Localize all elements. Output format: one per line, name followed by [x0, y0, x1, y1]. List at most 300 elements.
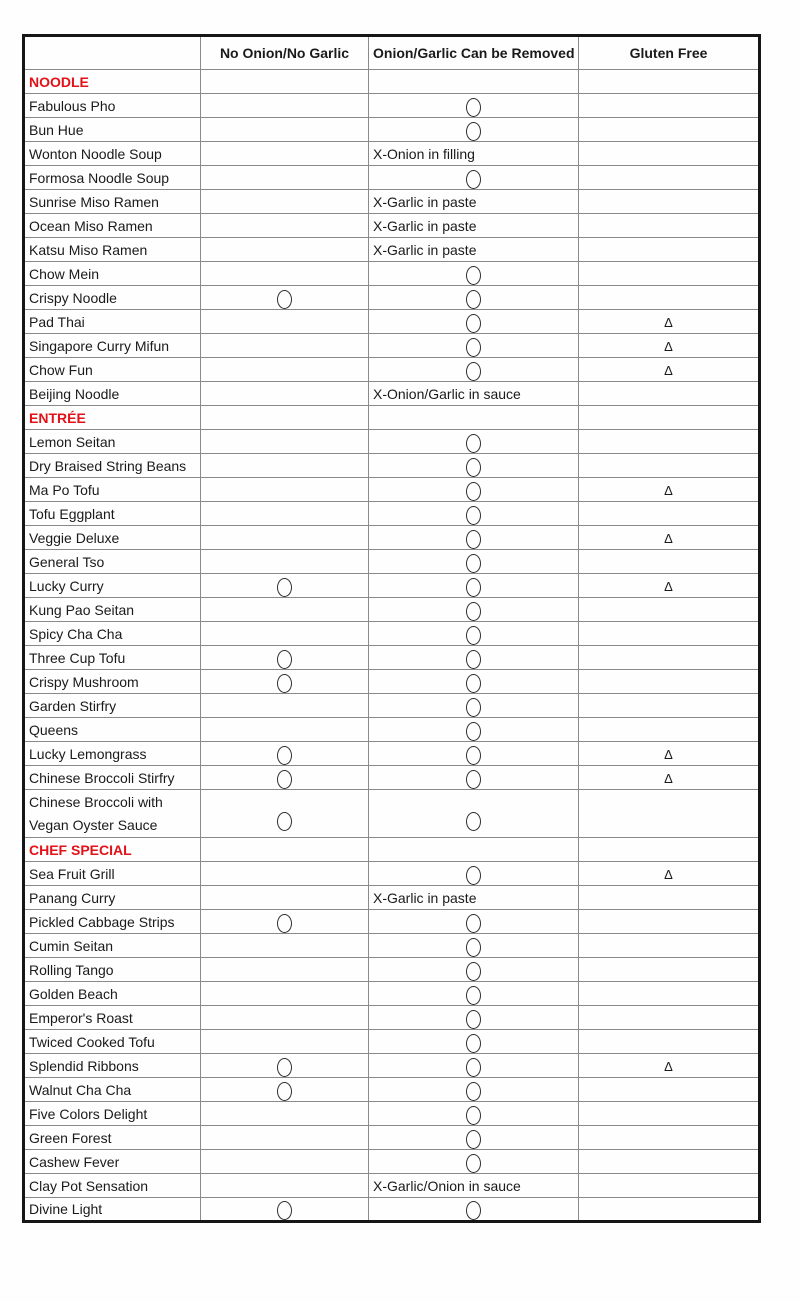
no-onion-cell — [201, 286, 369, 310]
dish-name: Lucky Curry — [24, 574, 201, 598]
table-row — [24, 142, 760, 166]
removable-cell — [369, 478, 579, 502]
circle-mark-icon — [466, 170, 481, 189]
no-onion-cell — [201, 1102, 369, 1126]
gluten-free-cell — [579, 574, 760, 598]
table-row — [24, 214, 760, 238]
table-row — [24, 286, 760, 310]
table-row — [24, 1174, 760, 1198]
removable-cell — [369, 622, 579, 646]
no-onion-cell — [201, 718, 369, 742]
removable-cell — [369, 742, 579, 766]
table-row — [24, 1078, 760, 1102]
gluten-free-cell — [579, 1030, 760, 1054]
dish-name: Crispy Mushroom — [24, 670, 201, 694]
no-onion-cell — [201, 838, 369, 862]
no-onion-cell — [201, 670, 369, 694]
removable-cell — [369, 934, 579, 958]
table-row — [24, 742, 760, 766]
dish-name: Veggie Deluxe — [24, 526, 201, 550]
gluten-free-cell — [579, 454, 760, 478]
no-onion-cell — [201, 790, 369, 838]
circle-mark-icon — [277, 1058, 292, 1077]
circle-mark-icon — [466, 1010, 481, 1029]
removable-cell — [369, 1078, 579, 1102]
removable-cell — [369, 1006, 579, 1030]
table-row — [24, 262, 760, 286]
no-onion-cell — [201, 886, 369, 910]
gluten-free-cell — [579, 94, 760, 118]
triangle-mark-icon: Δ — [664, 314, 673, 330]
removable-cell — [369, 94, 579, 118]
circle-mark-icon — [466, 962, 481, 981]
no-onion-cell — [201, 1006, 369, 1030]
circle-mark-icon — [277, 746, 292, 765]
removable-cell — [369, 1126, 579, 1150]
table-row — [24, 622, 760, 646]
gluten-free-cell — [579, 1054, 760, 1078]
table-row — [24, 1126, 760, 1150]
no-onion-cell — [201, 694, 369, 718]
table-row — [24, 694, 760, 718]
circle-mark-icon — [466, 266, 481, 285]
removable-cell: X-Garlic in paste — [369, 214, 579, 238]
dish-name: Pickled Cabbage Strips — [24, 910, 201, 934]
table-row — [24, 478, 760, 502]
table-row — [24, 526, 760, 550]
gluten-free-cell — [579, 118, 760, 142]
removable-cell — [369, 598, 579, 622]
no-onion-cell — [201, 646, 369, 670]
removable-cell — [369, 1054, 579, 1078]
removable-cell: X-Onion/Garlic in sauce — [369, 382, 579, 406]
removable-cell — [369, 550, 579, 574]
circle-mark-icon — [466, 554, 481, 573]
no-onion-cell — [201, 1126, 369, 1150]
dish-name: Chow Fun — [24, 358, 201, 382]
table-row — [24, 670, 760, 694]
column-header-onion-garlic-removable: Onion/Garlic Can be Removed — [369, 36, 579, 70]
table-row — [24, 1030, 760, 1054]
dish-name: Panang Curry — [24, 886, 201, 910]
circle-mark-icon — [466, 1201, 481, 1220]
removable-cell — [369, 502, 579, 526]
circle-mark-icon — [466, 938, 481, 957]
circle-mark-icon — [466, 722, 481, 741]
gluten-free-cell — [579, 766, 760, 790]
circle-mark-icon — [277, 290, 292, 309]
removable-cell — [369, 454, 579, 478]
removable-cell — [369, 406, 579, 430]
no-onion-cell — [201, 1198, 369, 1222]
no-onion-cell — [201, 478, 369, 502]
circle-mark-icon — [466, 578, 481, 597]
removable-cell — [369, 70, 579, 94]
table-row — [24, 118, 760, 142]
gluten-free-cell — [579, 862, 760, 886]
dish-name: General Tso — [24, 550, 201, 574]
dish-name: Ma Po Tofu — [24, 478, 201, 502]
no-onion-cell — [201, 910, 369, 934]
circle-mark-icon — [466, 122, 481, 141]
table-row — [24, 1150, 760, 1174]
gluten-free-cell — [579, 646, 760, 670]
removable-cell — [369, 118, 579, 142]
circle-mark-icon — [466, 1034, 481, 1053]
table-row — [24, 958, 760, 982]
no-onion-cell — [201, 982, 369, 1006]
gluten-free-cell — [579, 526, 760, 550]
table-row — [24, 238, 760, 262]
gluten-free-cell — [579, 406, 760, 430]
triangle-mark-icon: Δ — [664, 530, 673, 546]
no-onion-cell — [201, 550, 369, 574]
removable-cell — [369, 646, 579, 670]
gluten-free-cell — [579, 238, 760, 262]
table-row — [24, 766, 760, 790]
gluten-free-cell — [579, 190, 760, 214]
removable-cell — [369, 790, 579, 838]
no-onion-cell — [201, 94, 369, 118]
gluten-free-cell — [579, 550, 760, 574]
circle-mark-icon — [277, 914, 292, 933]
circle-mark-icon — [466, 458, 481, 477]
gluten-free-cell — [579, 1198, 760, 1222]
removable-cell — [369, 334, 579, 358]
dish-name: Green Forest — [24, 1126, 201, 1150]
removable-cell — [369, 1198, 579, 1222]
triangle-mark-icon: Δ — [664, 770, 673, 786]
table-row — [24, 358, 760, 382]
removable-cell — [369, 262, 579, 286]
removable-cell — [369, 838, 579, 862]
table-row — [24, 910, 760, 934]
no-onion-cell — [201, 862, 369, 886]
circle-mark-icon — [466, 1130, 481, 1149]
section-title: CHEF SPECIAL — [24, 838, 201, 862]
no-onion-cell — [201, 262, 369, 286]
section-title: NOODLE — [24, 70, 201, 94]
gluten-free-cell — [579, 1006, 760, 1030]
no-onion-cell — [201, 526, 369, 550]
dish-name: Rolling Tango — [24, 958, 201, 982]
dish-name: Emperor's Roast — [24, 1006, 201, 1030]
column-header-dish — [24, 36, 201, 70]
table-row — [24, 334, 760, 358]
table-row — [24, 1102, 760, 1126]
circle-mark-icon — [466, 98, 481, 117]
circle-mark-icon — [466, 290, 481, 309]
gluten-free-cell — [579, 70, 760, 94]
no-onion-cell — [201, 958, 369, 982]
table-row — [24, 382, 760, 406]
circle-mark-icon — [466, 1154, 481, 1173]
gluten-free-cell — [579, 1102, 760, 1126]
table-row — [24, 982, 760, 1006]
removable-cell — [369, 286, 579, 310]
no-onion-cell — [201, 190, 369, 214]
gluten-free-cell — [579, 886, 760, 910]
gluten-free-cell — [579, 622, 760, 646]
removable-cell: X-Garlic in paste — [369, 886, 579, 910]
no-onion-cell — [201, 334, 369, 358]
gluten-free-cell — [579, 430, 760, 454]
dish-name: Singapore Curry Mifun — [24, 334, 201, 358]
dish-name: Dry Braised String Beans — [24, 454, 201, 478]
removable-cell — [369, 862, 579, 886]
dish-name: Katsu Miso Ramen — [24, 238, 201, 262]
dish-name: Spicy Cha Cha — [24, 622, 201, 646]
triangle-mark-icon: Δ — [664, 338, 673, 354]
circle-mark-icon — [277, 650, 292, 669]
dish-name: Cumin Seitan — [24, 934, 201, 958]
circle-mark-icon — [466, 770, 481, 789]
removable-cell — [369, 526, 579, 550]
dish-name: Tofu Eggplant — [24, 502, 201, 526]
removable-cell — [369, 310, 579, 334]
no-onion-cell — [201, 1030, 369, 1054]
table-row — [24, 550, 760, 574]
removable-cell — [369, 766, 579, 790]
table-row — [24, 718, 760, 742]
no-onion-cell — [201, 1174, 369, 1198]
dish-name: Sunrise Miso Ramen — [24, 190, 201, 214]
no-onion-cell — [201, 454, 369, 478]
gluten-free-cell — [579, 838, 760, 862]
no-onion-cell — [201, 742, 369, 766]
removable-cell — [369, 670, 579, 694]
dish-name: Formosa Noodle Soup — [24, 166, 201, 190]
header-row — [24, 36, 760, 70]
column-header-no-onion-no-garlic: No Onion/No Garlic — [201, 36, 369, 70]
circle-mark-icon — [277, 812, 292, 831]
dish-name: Ocean Miso Ramen — [24, 214, 201, 238]
dietary-matrix-table — [22, 34, 761, 1223]
gluten-free-cell — [579, 310, 760, 334]
table-row — [24, 310, 760, 334]
removable-cell — [369, 718, 579, 742]
circle-mark-icon — [466, 338, 481, 357]
circle-mark-icon — [466, 866, 481, 885]
dish-name: Queens — [24, 718, 201, 742]
no-onion-cell — [201, 406, 369, 430]
table-row — [24, 502, 760, 526]
dish-name: Sea Fruit Grill — [24, 862, 201, 886]
gluten-free-cell — [579, 742, 760, 766]
gluten-free-cell — [579, 142, 760, 166]
circle-mark-icon — [466, 530, 481, 549]
gluten-free-cell — [579, 478, 760, 502]
removable-cell: X-Onion in filling — [369, 142, 579, 166]
gluten-free-cell — [579, 790, 760, 838]
removable-cell — [369, 1102, 579, 1126]
table-row — [24, 574, 760, 598]
dish-name: Crispy Noodle — [24, 286, 201, 310]
removable-cell — [369, 1030, 579, 1054]
circle-mark-icon — [466, 1106, 481, 1125]
no-onion-cell — [201, 766, 369, 790]
no-onion-cell — [201, 1150, 369, 1174]
section-row — [24, 838, 760, 862]
column-header-gluten-free: Gluten Free — [579, 36, 760, 70]
dish-name: Garden Stirfry — [24, 694, 201, 718]
dish-name: Splendid Ribbons — [24, 1054, 201, 1078]
table-row — [24, 790, 760, 838]
gluten-free-cell — [579, 694, 760, 718]
dish-name: Golden Beach — [24, 982, 201, 1006]
removable-cell — [369, 958, 579, 982]
gluten-free-cell — [579, 910, 760, 934]
circle-mark-icon — [466, 1082, 481, 1101]
circle-mark-icon — [277, 1201, 292, 1220]
gluten-free-cell — [579, 166, 760, 190]
gluten-free-cell — [579, 358, 760, 382]
dish-name: Chinese Broccoli with Vegan Oyster Sauce — [24, 790, 201, 838]
removable-cell — [369, 358, 579, 382]
circle-mark-icon — [466, 1058, 481, 1077]
removable-cell: X-Garlic/Onion in sauce — [369, 1174, 579, 1198]
table-row — [24, 190, 760, 214]
gluten-free-cell — [579, 718, 760, 742]
gluten-free-cell — [579, 286, 760, 310]
gluten-free-cell — [579, 214, 760, 238]
gluten-free-cell — [579, 1078, 760, 1102]
circle-mark-icon — [277, 578, 292, 597]
table-body — [24, 70, 760, 1222]
gluten-free-cell — [579, 670, 760, 694]
circle-mark-icon — [277, 1082, 292, 1101]
dish-name: Clay Pot Sensation — [24, 1174, 201, 1198]
table-row — [24, 166, 760, 190]
no-onion-cell — [201, 1054, 369, 1078]
table-row — [24, 862, 760, 886]
no-onion-cell — [201, 214, 369, 238]
gluten-free-cell — [579, 598, 760, 622]
removable-cell — [369, 166, 579, 190]
no-onion-cell — [201, 622, 369, 646]
circle-mark-icon — [466, 812, 481, 831]
table-row — [24, 1198, 760, 1222]
gluten-free-cell — [579, 334, 760, 358]
removable-cell — [369, 910, 579, 934]
table-row — [24, 934, 760, 958]
no-onion-cell — [201, 70, 369, 94]
dish-name: Beijing Noodle — [24, 382, 201, 406]
dish-name: Three Cup Tofu — [24, 646, 201, 670]
gluten-free-cell — [579, 382, 760, 406]
section-row — [24, 70, 760, 94]
removable-cell — [369, 1150, 579, 1174]
removable-cell — [369, 430, 579, 454]
dish-name: Lucky Lemongrass — [24, 742, 201, 766]
circle-mark-icon — [466, 650, 481, 669]
table-row — [24, 94, 760, 118]
no-onion-cell — [201, 142, 369, 166]
dish-name: Twiced Cooked Tofu — [24, 1030, 201, 1054]
table-row — [24, 1006, 760, 1030]
gluten-free-cell — [579, 502, 760, 526]
circle-mark-icon — [277, 674, 292, 693]
dish-name: Five Colors Delight — [24, 1102, 201, 1126]
dish-name: Cashew Fever — [24, 1150, 201, 1174]
dish-name: Pad Thai — [24, 310, 201, 334]
table-row — [24, 430, 760, 454]
circle-mark-icon — [466, 674, 481, 693]
no-onion-cell — [201, 118, 369, 142]
no-onion-cell — [201, 598, 369, 622]
gluten-free-cell — [579, 934, 760, 958]
table-row — [24, 886, 760, 910]
dish-name: Lemon Seitan — [24, 430, 201, 454]
circle-mark-icon — [466, 602, 481, 621]
dish-name: Fabulous Pho — [24, 94, 201, 118]
circle-mark-icon — [466, 314, 481, 333]
removable-cell — [369, 694, 579, 718]
no-onion-cell — [201, 934, 369, 958]
table-row — [24, 454, 760, 478]
circle-mark-icon — [466, 698, 481, 717]
circle-mark-icon — [466, 914, 481, 933]
dish-name: Wonton Noodle Soup — [24, 142, 201, 166]
no-onion-cell — [201, 358, 369, 382]
table-row — [24, 1054, 760, 1078]
circle-mark-icon — [466, 362, 481, 381]
no-onion-cell — [201, 502, 369, 526]
circle-mark-icon — [466, 986, 481, 1005]
section-title: ENTRÉE — [24, 406, 201, 430]
circle-mark-icon — [466, 746, 481, 765]
table-row — [24, 598, 760, 622]
circle-mark-icon — [466, 434, 481, 453]
removable-cell — [369, 574, 579, 598]
gluten-free-cell — [579, 1126, 760, 1150]
gluten-free-cell — [579, 1150, 760, 1174]
no-onion-cell — [201, 430, 369, 454]
dish-name: Bun Hue — [24, 118, 201, 142]
gluten-free-cell — [579, 982, 760, 1006]
triangle-mark-icon: Δ — [664, 578, 673, 594]
no-onion-cell — [201, 382, 369, 406]
removable-cell — [369, 982, 579, 1006]
dish-name: Kung Pao Seitan — [24, 598, 201, 622]
triangle-mark-icon: Δ — [664, 482, 673, 498]
removable-cell: X-Garlic in paste — [369, 190, 579, 214]
gluten-free-cell — [579, 1174, 760, 1198]
no-onion-cell — [201, 574, 369, 598]
no-onion-cell — [201, 1078, 369, 1102]
table-row — [24, 646, 760, 670]
dish-name: Chow Mein — [24, 262, 201, 286]
triangle-mark-icon: Δ — [664, 746, 673, 762]
no-onion-cell — [201, 166, 369, 190]
section-row — [24, 406, 760, 430]
removable-cell: X-Garlic in paste — [369, 238, 579, 262]
triangle-mark-icon: Δ — [664, 866, 673, 882]
circle-mark-icon — [277, 770, 292, 789]
no-onion-cell — [201, 238, 369, 262]
dish-name: Divine Light — [24, 1198, 201, 1222]
dish-name: Walnut Cha Cha — [24, 1078, 201, 1102]
circle-mark-icon — [466, 506, 481, 525]
triangle-mark-icon: Δ — [664, 1058, 673, 1074]
circle-mark-icon — [466, 482, 481, 501]
dish-name: Chinese Broccoli Stirfry — [24, 766, 201, 790]
triangle-mark-icon: Δ — [664, 362, 673, 378]
gluten-free-cell — [579, 262, 760, 286]
circle-mark-icon — [466, 626, 481, 645]
gluten-free-cell — [579, 958, 760, 982]
no-onion-cell — [201, 310, 369, 334]
